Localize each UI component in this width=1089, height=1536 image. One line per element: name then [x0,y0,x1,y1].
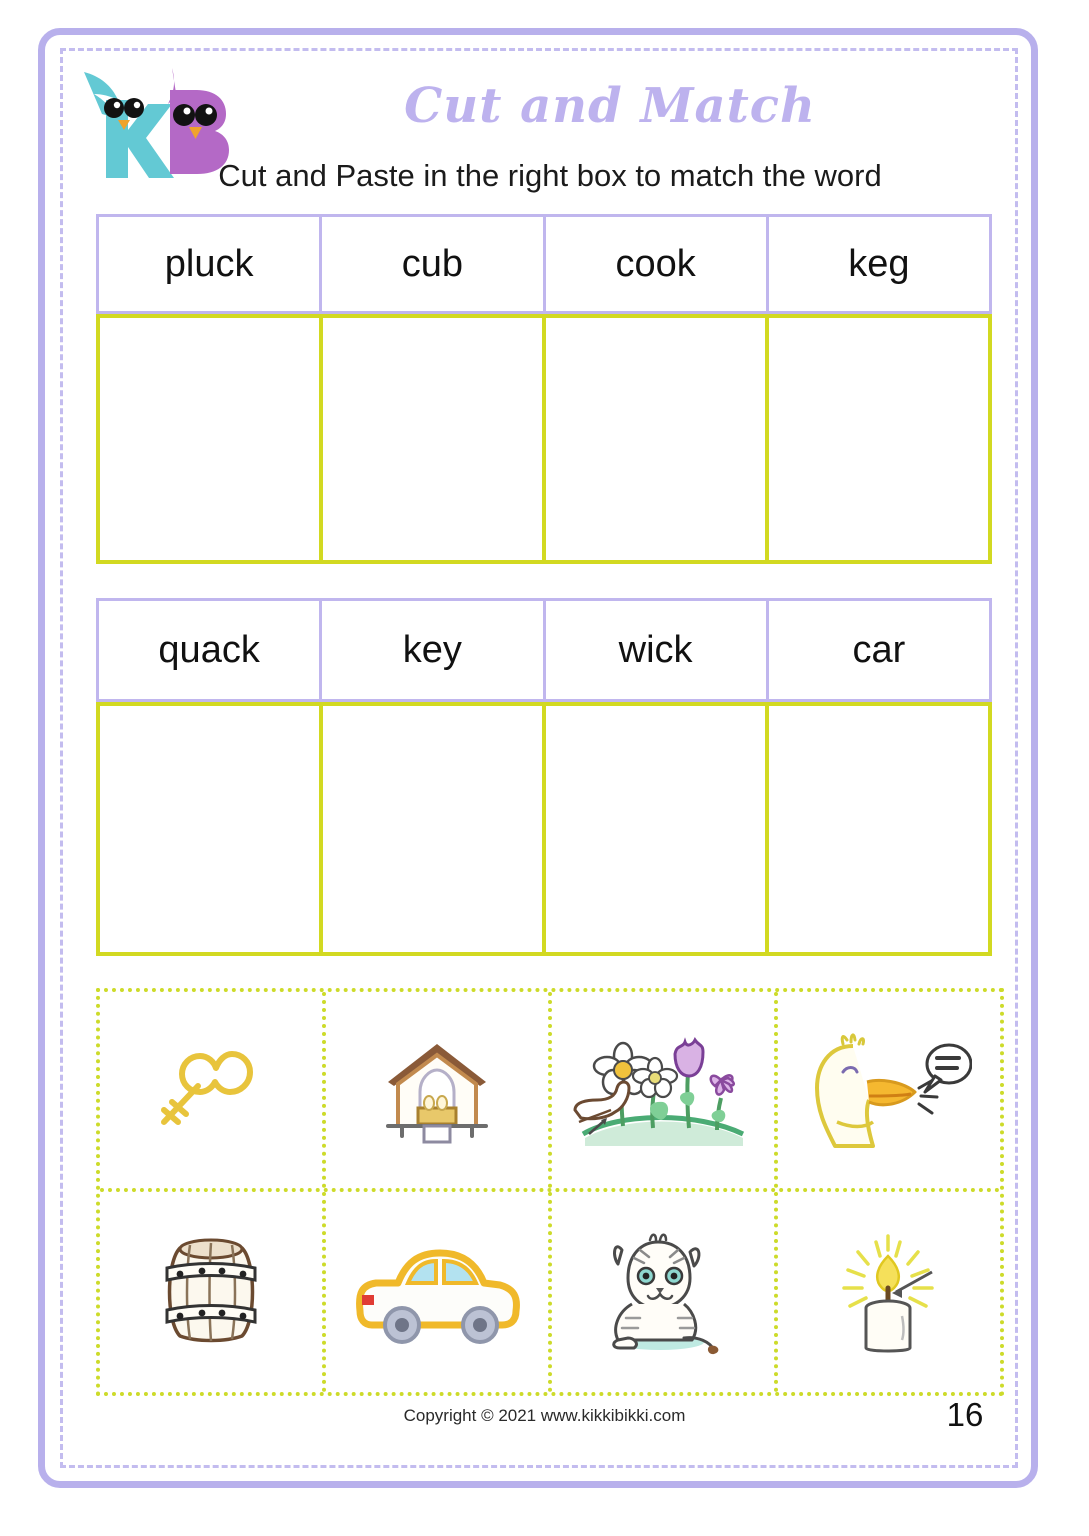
paste-box[interactable] [546,318,769,560]
word-row-2 [96,598,992,702]
paste-box[interactable] [100,706,323,952]
car-icon [350,1237,525,1347]
word-row-1 [96,214,992,314]
page-number: 16 [946,1396,984,1433]
duck-quack-icon [807,1030,972,1150]
word-cell: cook [546,217,769,311]
flower-pluck-icon [571,1030,756,1150]
cutout-cell-cub[interactable] [552,1192,778,1392]
paste-box[interactable] [323,706,546,952]
word-cell: cub [322,217,545,311]
word-cell: pluck [99,217,322,311]
barrel-keg-icon [146,1232,276,1352]
candle-wick-icon [814,1230,964,1355]
tiger-cub-icon [588,1230,738,1355]
key-icon [146,1030,276,1150]
copyright-text: Copyright © 2021 www.kikkibikki.com [403,1406,686,1425]
cutout-cell-pluck[interactable] [552,992,778,1188]
cutout-cell-keg[interactable] [100,1192,326,1392]
word-cell: wick [546,601,769,699]
cutout-grid [96,988,1004,1396]
page-title: Cut and Match [404,78,816,134]
paste-box[interactable] [769,318,988,560]
paste-box[interactable] [323,318,546,560]
cutout-cell-wick[interactable] [778,1192,1000,1392]
paste-row-1 [96,314,992,564]
word-cell: car [852,628,906,671]
cutout-cell-quack[interactable] [778,992,1000,1188]
paste-box[interactable] [546,706,769,952]
cutout-cell-coop[interactable] [326,992,552,1188]
paste-row-2 [96,702,992,956]
page-subtitle: Cut and Paste in the right box to match the word [218,158,882,193]
cutout-row-2 [100,1192,1000,1392]
cutout-cell-car[interactable] [326,1192,552,1392]
coop-icon [372,1030,502,1150]
word-cell: quack [99,601,322,699]
paste-box[interactable] [100,318,323,560]
cutout-cell-key[interactable] [100,992,326,1188]
paste-box[interactable] [769,706,988,952]
word-cell: keg [848,242,910,285]
cutout-row-1 [100,992,1000,1192]
word-cell: key [322,601,545,699]
